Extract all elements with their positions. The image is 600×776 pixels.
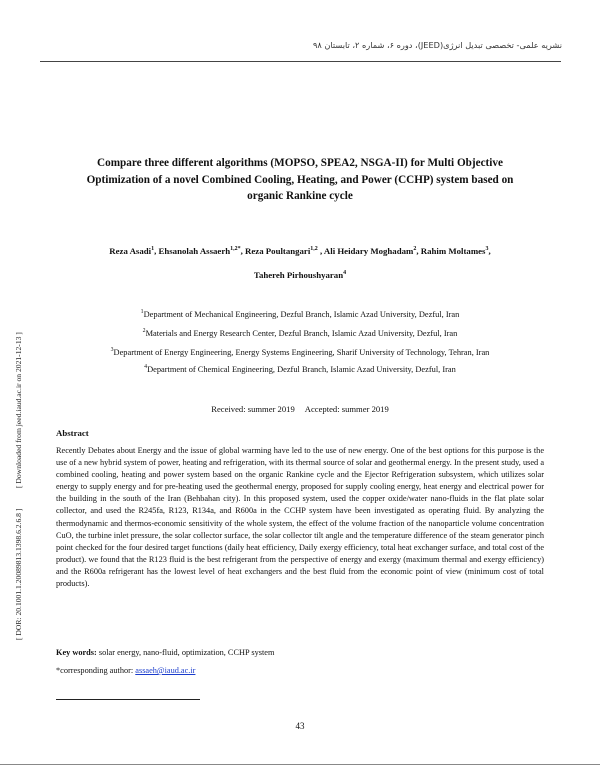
author-name: Reza Asadi (109, 245, 152, 256)
affiliation-text: Department of Chemical Engineering, Dezful Branch, Islamic Azad University, Dezful, Iran (147, 364, 456, 374)
page-number: 43 (295, 721, 305, 731)
keywords-value: solar energy, nano-fluid, optimization, CCHP system (98, 648, 275, 657)
header-divider (40, 61, 561, 62)
affiliation-marker: 3 (110, 347, 114, 353)
affiliation (40, 309, 560, 319)
accepted-date: Accepted: summer 2019 (304, 404, 389, 414)
author-affil-marker: 3 (485, 246, 489, 252)
affiliation-text: Materials and Energy Research Center, Dezful Branch, Islamic Azad University, Dezful, Iran (145, 328, 458, 338)
title-line: Compare three different algorithms (MOPSO, SPEA2, NSGA-II) for Multi Objective (97, 157, 503, 169)
author-affil-marker: 2 (413, 246, 417, 252)
author-name: Reza Poultangari (245, 245, 311, 256)
keywords-label: Key words: (56, 648, 97, 657)
keywords (56, 648, 274, 657)
submission-dates (40, 404, 560, 414)
author-name: Rahim Moltames (420, 245, 486, 256)
author-name: Ali Heidary Moghadam (323, 245, 414, 256)
bottom-divider (0, 764, 600, 765)
received-date: Received: summer 2019 (211, 404, 295, 414)
download-stamp: [ Downloaded from jeed.iaud.ac.ir on 2021-12-13 ] (14, 332, 23, 488)
affiliation (40, 364, 560, 374)
title-line: organic Rankine cycle (247, 190, 353, 202)
journal-header: نشریه علمی- تخصصی تبدیل انرژی(JEED)، دوره ۶، شماره ۲، تابستان ۹۸ (313, 40, 562, 50)
corresponding-author (56, 666, 195, 675)
side-stamp (14, 0, 28, 776)
author-line (55, 262, 545, 286)
footnote-divider (56, 699, 200, 700)
author-line: Reza Asadi$^1$, Ehsanolah Assaerh$^{1,2*}$, Reza Poultangari$^{1,2}$ , Ali Heidary Moghadam$^2$, Rahim Moltames$^3$, (109, 245, 491, 256)
corresponding-label: *corresponding author: (56, 666, 134, 675)
title-line: Optimization of a novel Combined Cooling, Heating, and Power (CCHP) system based on (86, 173, 514, 186)
abstract-body: Recently Debates about Energy and the issue of global warming have led to the use of new energy. One of the best options for this purpose is the use of a new hybrid system of power, heating and refrigeration, with its thermal source of solar and geothermal energy. In the present study, used a combined cooling, heating and power system based on the organic Rankine cycle and the Ejector Refrigeration subsystem, which utilizes solar energy to supply energy and for pre-heating used the geothermal energy, proposed for supply cooling energy, heat energy and electrical power for the building in the south of the Iran (Behbahan city). In this proposed system, used the copper oxide/water nano-fluids in the flat plate solar collector, and used the R245fa, R123, R134a, and R600a in the CCHP system have been investigated as operating fluid. By analyzing the thermodynamic and thermos-economic sensitivity of the whole system, the effect of the volume fraction of the nanoparticle volume concentration CuO, the turbine inlet pressure, the solar collector surface, the solar collector tilt angle and the temperature difference of the steam generator pinch point checked for the four desired target functions (daily heat efficiency, Daily exergy efficiency, total heat exchanger surface, and total cost of the product). we found that the R123 fluid is the best refrigerant from the perspective of energy and exergy (maximum thermal and exergy efficiency) and the R600a refrigerant has the lowest level of heat exchangers and the best fluid from the economic point of view (minimum cost of total products). (56, 446, 544, 589)
author-name: Ehsanolah Assaerh (158, 245, 231, 256)
affiliation-text: Department of Energy Engineering, Energy Systems Engineering, Sharif University of Technology, Tehran, Iran (113, 347, 490, 357)
paper-title (60, 155, 540, 205)
abstract-heading: Abstract (56, 428, 89, 438)
affiliation (40, 347, 560, 357)
author-affil-marker: 4 (343, 269, 347, 276)
author-affil-marker: 1,2* (230, 246, 241, 252)
affiliation (40, 328, 560, 338)
doi-stamp: [ DOR: 20.1001.1.20089813.1398.6.2.6.8 ] (14, 508, 23, 640)
author-name: Tahereh Pirhoushyaran (253, 269, 344, 280)
affiliation-text: Department of Mechanical Engineering, Dezful Branch, Islamic Azad University, Dezful, Iran (143, 309, 460, 319)
author-email-link[interactable]: assaeh@iaud.ac.ir (135, 666, 196, 675)
author-list (55, 238, 545, 286)
affiliation-marker: 2 (142, 328, 146, 334)
affiliation-marker: 1 (140, 309, 144, 315)
affiliation-marker: 4 (144, 364, 148, 370)
author-affil-marker: 1 (151, 246, 155, 252)
author-affil-marker: 1,2 (310, 246, 318, 252)
